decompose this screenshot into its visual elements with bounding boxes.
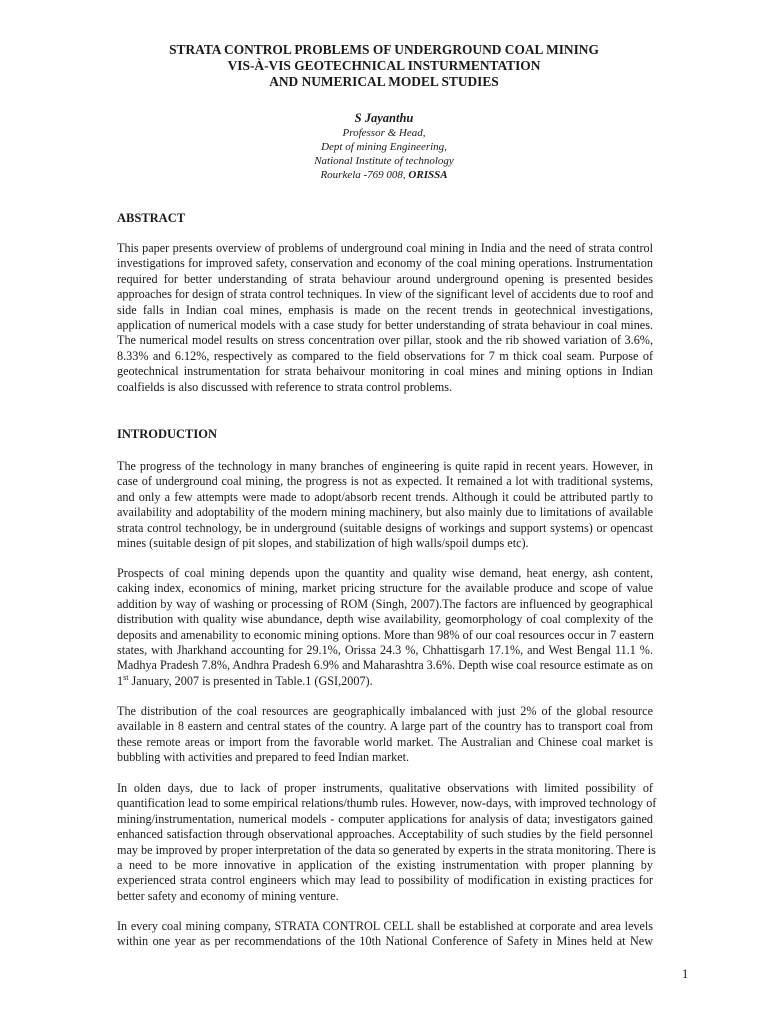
paragraph-line: addition by way of washing or processing of ROM (Singh, 2007).The factors are influenced by geographical: [117, 596, 653, 611]
title-line-3: AND NUMERICAL MODEL STUDIES: [269, 74, 499, 89]
paragraph-line: quantification lead to some empirical relations/thumb rules. However, now-days, with improved technology of: [117, 796, 657, 811]
paragraph-line: 8.33% and 6.12%, respectively as compared to the field observations for 7 m thick coal seam. Purpose of: [117, 348, 653, 363]
intro-paragraph-2-body: [117, 566, 653, 674]
page-number: 1: [682, 967, 689, 981]
title-line-1: STRATA CONTROL PROBLEMS OF UNDERGROUND COAL MINING: [169, 42, 599, 57]
paragraph-line: enhanced satisfaction through observational approaches. Acceptability of such studies by the field personnel: [117, 827, 653, 842]
paragraph-line: Prospects of coal mining depends upon the quantity and quality wise demand, heat energy, ash content,: [117, 566, 653, 580]
paragraph-line: mines (suitable design of pit slopes, and stabilization of high walls/spoil dumps etc).: [117, 536, 529, 551]
intro-paragraph-5: [117, 919, 653, 950]
address-state: ORISSA: [408, 169, 448, 181]
paragraph-line: The numerical model results on stress concentration over pillar, stook and the rib showed variation of 3.6%,: [117, 333, 653, 348]
paragraph-line: deposits and amenability to economic mining options. More than 98% of our coal resources occur in 7 eastern: [117, 627, 654, 642]
paragraph-line: The progress of the technology in many branches of engineering is quite rapid in recent years. However, in: [117, 459, 653, 473]
intro-paragraph-2: [117, 566, 653, 689]
paragraph-line: better safety and economy of mining venture.: [117, 888, 339, 903]
intro-paragraph-4: [117, 781, 657, 904]
paragraph-line: In every coal mining company, STRATA CONTROL CELL shall be established at corporate and area levels: [117, 919, 653, 933]
date-ordinal-suffix: st: [123, 672, 129, 682]
intro-paragraph-3: [117, 704, 653, 766]
author-name: S Jayanthu: [354, 111, 414, 125]
paragraph-line: distribution with quality wise abundance, depth wise availability, geomorphology of coal complexity of the: [117, 612, 653, 627]
paragraph-line: caking index, economics of mining, market pricing structure for the available produce and scope of value: [117, 581, 653, 596]
paragraph-line: experienced strata control engineers which may lead to possibility of modification in existing practices for: [117, 873, 653, 888]
paragraph-line: The distribution of the coal resources are geographically imbalanced with just 2% of the global resource: [117, 704, 653, 718]
author-institute: National Institute of technology: [314, 155, 454, 167]
author-affiliation: [0, 126, 768, 182]
paragraph-line: strata control technology, be in underground (suitable designs of workings and support systems) or opencast: [117, 520, 653, 535]
author-dept: Dept of mining Engineering,: [321, 141, 447, 153]
paragraph-line: may be improved by proper interpretation of the data so generated by experts in the strata monitoring. There is: [117, 842, 656, 857]
address-city: Rourkela -769 008,: [320, 169, 409, 181]
paragraph-line: case of underground coal mining, the progress is not as expected. It remained a lot with traditional systems,: [117, 474, 653, 489]
paragraph-line: side falls in Indian coal mines, emphasis is made on the recent trends in geotechnical investigations,: [117, 302, 653, 317]
paragraph-line: these remote areas or import from the favorable world market. The Australian and Chinese coal market is: [117, 734, 653, 749]
paragraph-line: a need to be more innovative in application of the existing instrumentation with proper planning by: [117, 858, 653, 873]
paragraph-line: This paper presents overview of problems of underground coal mining in India and the need of strata control: [117, 241, 653, 255]
paragraph-line: states, with Jharkhand accounting for 29.1%, Orissa 24.3 %, Chhattisgarh 17.1%, and West Bengal 11.1 %.: [117, 643, 653, 658]
paragraph-line: mining/instrumentation, numerical models - computer applications for analysis of data; investigators gained: [117, 811, 653, 826]
author-address: [0, 168, 768, 182]
paragraph-line: Madhya Pradesh 7.8%, Andhra Pradesh 6.9% and Maharashtra 3.6%. Depth wise coal resource estimate as on: [117, 658, 654, 673]
intro-paragraph-1: [117, 459, 653, 551]
paragraph-line: In olden days, due to lack of proper instruments, qualitative observations with limited possibility of: [117, 781, 653, 795]
paragraph-line: required for better understanding of strata behaviour around underground opening is presented besides: [117, 271, 653, 286]
paragraph-line: available in 8 eastern and central states of the country. A large part of the country has to transport coal from: [117, 719, 653, 734]
paragraph-line: availability and adoptability of the modern mining machinery, but also mainly due to limitations of available: [117, 505, 653, 520]
paragraph-line: [117, 674, 653, 689]
paragraph-line: application of numerical models with a case study for better understanding of strata behaviour in coal mines.: [117, 318, 653, 333]
paragraph-line: bubbling with activities and prepared to feed Indian market.: [117, 750, 410, 765]
title-line-2: VIS-À-VIS GEOTECHNICAL INSTURMENTATION: [227, 58, 541, 73]
paragraph-line: approaches for design of strata control techniques. In view of the significant level of accidents due to roof and: [117, 287, 654, 302]
paragraph-line: within one year as per recommendations of the 10th National Conference of Safety in Mines held at New: [117, 934, 653, 949]
paragraph-line: coalfields is also discussed with reference to strata control problems.: [117, 379, 453, 394]
paragraph-line: and only a few attempts were made to adopt/absorb recent trends. Although it could be attributed partly to: [117, 489, 653, 504]
date-day: 1: [117, 673, 124, 688]
paragraph-line: investigations for improved safety, conservation and economy of the coal mining operations. Instrumentation: [117, 256, 653, 271]
abstract-heading: ABSTRACT: [117, 211, 186, 225]
abstract-paragraph: [117, 241, 653, 395]
author-role: Professor & Head,: [342, 127, 426, 139]
date-rest: January, 2007 is presented in Table.1 (GSI,2007).: [128, 673, 373, 688]
introduction-heading: INTRODUCTION: [117, 427, 218, 441]
paragraph-line: geotechnical instrumentation for strata behaivour monitoring in coal mines and mining options in Indian: [117, 364, 653, 379]
paper-title: [0, 42, 768, 90]
